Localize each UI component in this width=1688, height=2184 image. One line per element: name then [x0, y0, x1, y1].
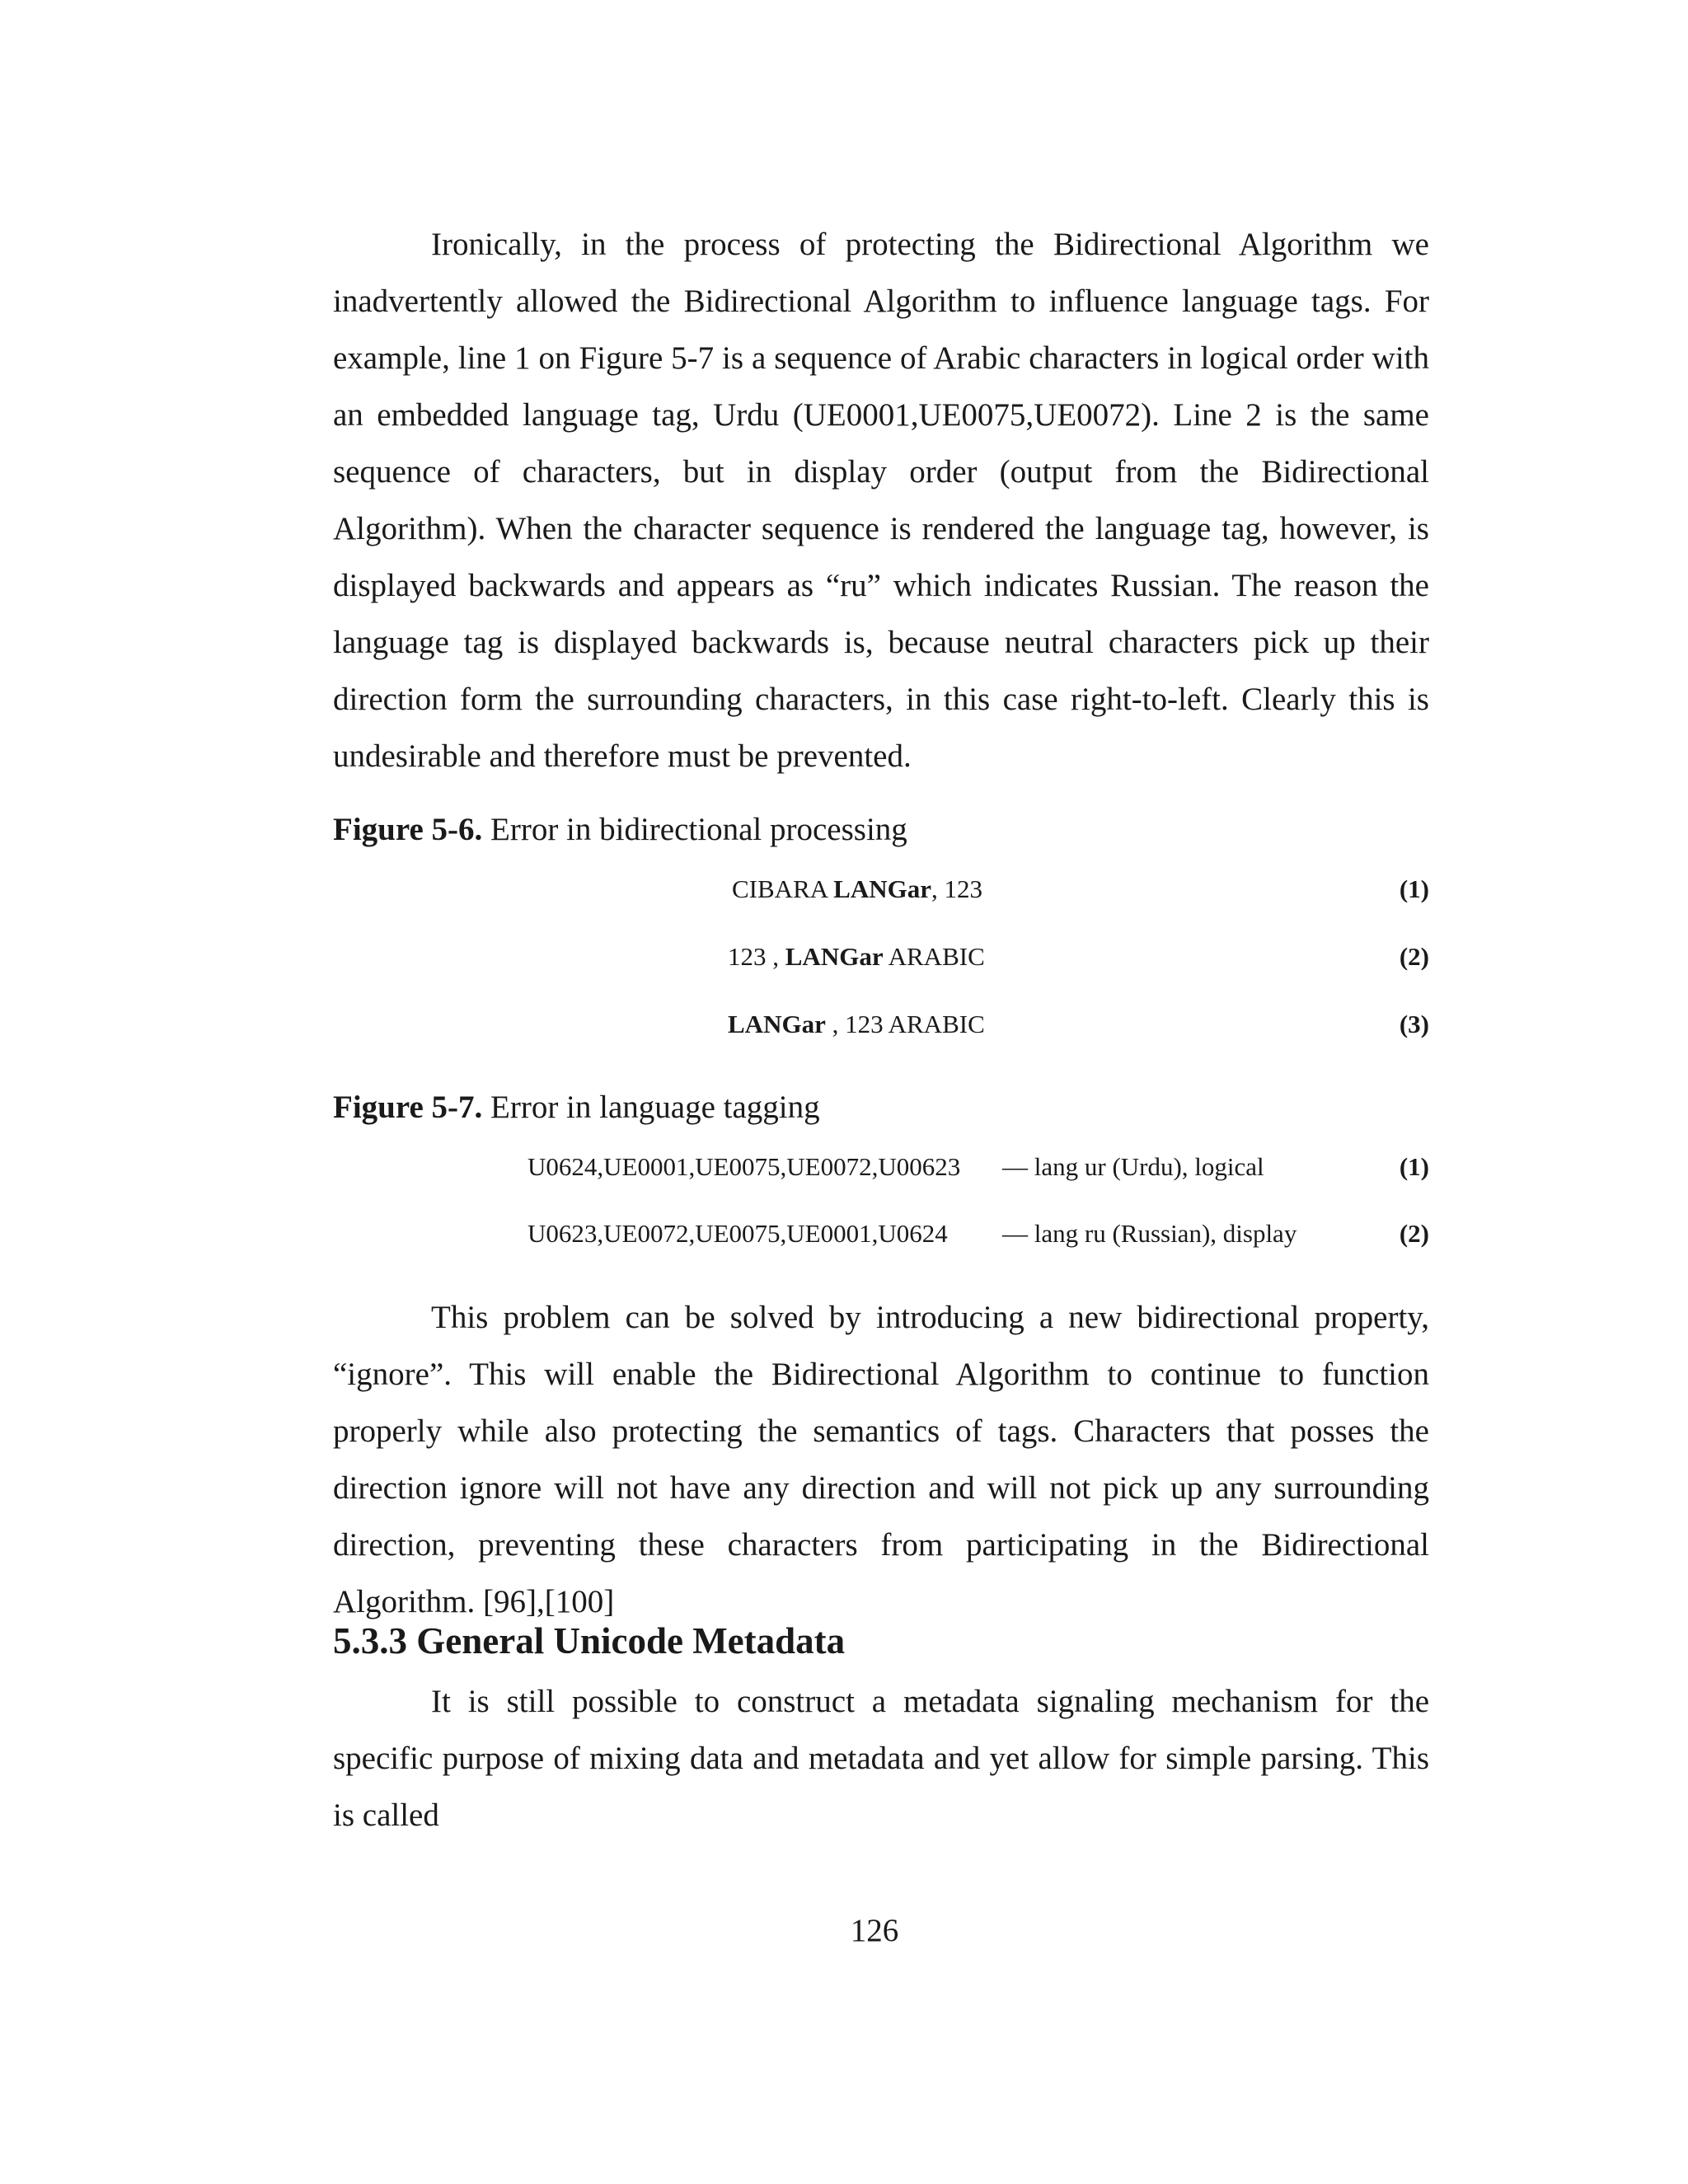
- figure-5-6-line-3: LANGar , 123 ARABIC: [728, 1010, 985, 1038]
- figure-5-6-line-2-number: (2): [1399, 942, 1429, 971]
- page-number: 126: [850, 1913, 899, 1948]
- section-heading: 5.3.3 General Unicode Metadata: [333, 1620, 846, 1661]
- figure-5-7-line-2: U0623,UE0072,UE0075,UE0001,U0624 — lang ru (Russian), display: [528, 1219, 1297, 1248]
- figure-5-6-line-3-number: (3): [1399, 1010, 1429, 1038]
- figure-5-7-caption: [333, 1087, 820, 1128]
- figure-5-6-line-2: 123 , LANGar ARABIC: [728, 942, 985, 971]
- section-paragraph: It is still possible to construct a metadata signaling mechanism for the specific purpose of mixing data and metadata and yet allow for simple parsing. This is called: [333, 1684, 1429, 1833]
- figure-5-7-title: Error in language tagging: [490, 1090, 820, 1125]
- figure-5-6-line-1-number: (1): [1399, 874, 1429, 903]
- figure-5-6-caption: [333, 809, 907, 851]
- figure-5-6-label: Figure 5-6.: [333, 812, 483, 847]
- body-paragraph-1: Ironically, in the process of protecting the Bidirectional Algorithm we inadvertently allowed the Bidirectional Algorithm to influence language tags. For example, line 1 on Figure 5-7 is a sequence of Arabic characters in logical order with an embedded language tag, Urdu (UE0001,UE0075,UE0072). Line 2 is the same sequence of characters, but in display order (output from the Bidirectional Algorithm). When the character sequence is rendered the language tag, however, is displayed backwards and appears as “ru” which indicates Russian. The reason the language tag is displayed backwards is, because neutral characters pick up their direction form the surrounding characters, in this case right-to-left. Clearly this is undesirable and therefore must be prevented.: [333, 227, 1429, 774]
- body-paragraph-2: This problem can be solved by introducing a new bidirectional property, “ignore”. This will enable the Bidirectional Algorithm to continue to function properly while also protecting the semantics of tags. Characters that posses the direction ignore will not have any direction and will not pick up any surrounding direction, preventing these characters from participating in the Bidirectional Algorithm. [96],[100]: [333, 1300, 1429, 1619]
- figure-5-7-line-2-number: (2): [1399, 1219, 1429, 1248]
- figure-5-7-label: Figure 5-7.: [333, 1090, 483, 1125]
- figure-5-7-line-1: U0624,UE0001,UE0075,UE0072,U00623 — lang ur (Urdu), logical: [528, 1152, 1264, 1181]
- figure-5-6-line-1: CIBARA LANGar, 123: [732, 874, 982, 903]
- figure-5-6-title: Error in bidirectional processing: [490, 812, 907, 847]
- figure-5-7-line-1-number: (1): [1399, 1152, 1429, 1181]
